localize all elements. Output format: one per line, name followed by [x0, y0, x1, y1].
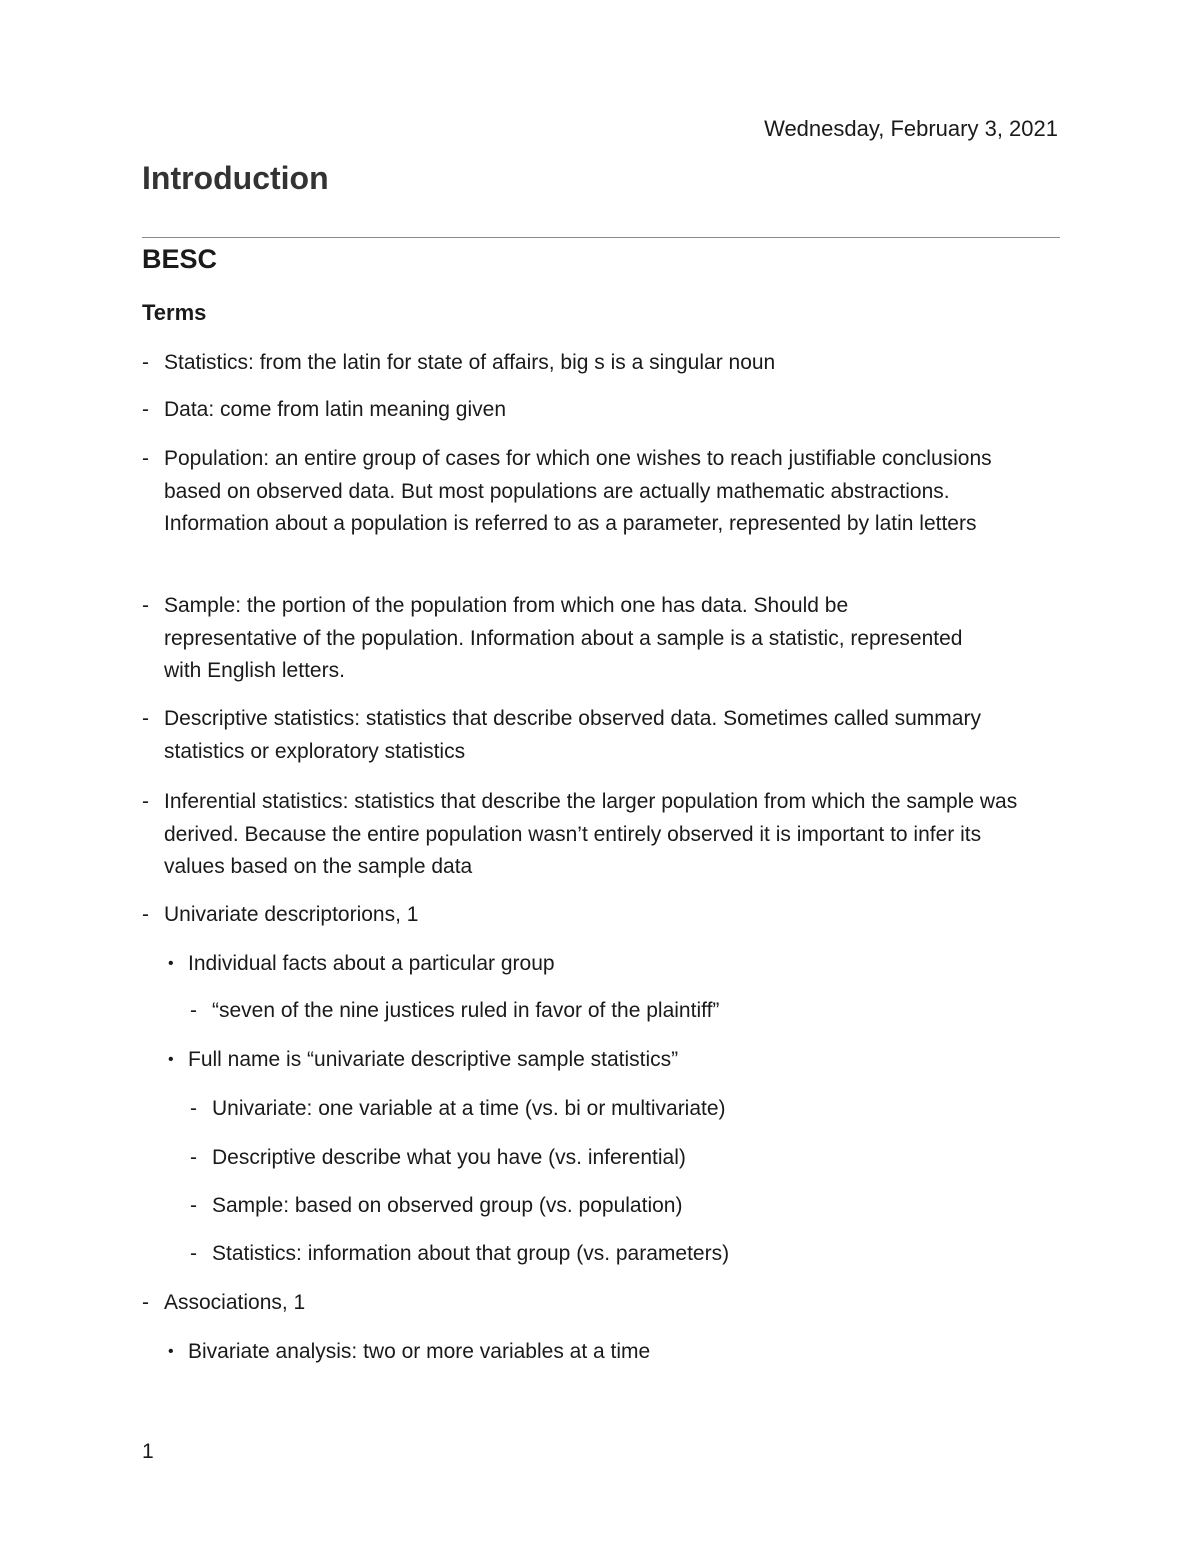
dash-marker: - [190, 999, 197, 1022]
list-item-sample [142, 590, 964, 688]
list-item-text: Univariate: one variable at a time (vs. bi or multivariate) [212, 1097, 726, 1120]
list-item-text: Associations, 1 [164, 1291, 306, 1314]
list-item-statistics-def [190, 1238, 1052, 1271]
list-item-text: Sample: the portion of the population from which one has data. Should be representative of the population. Information about a sample is a statistic, represented with English letters. [164, 594, 963, 682]
dash-marker: - [142, 447, 149, 470]
list-item-text: Data: come from latin meaning given [164, 398, 506, 421]
dash-marker: - [190, 1242, 197, 1265]
terms-subheading: Terms [142, 300, 207, 325]
dash-marker: - [142, 707, 149, 730]
page-number: 1 [142, 1440, 154, 1463]
list-item-text: Full name is “univariate descriptive sample statistics” [188, 1048, 679, 1071]
list-item-descriptive-statistics [142, 703, 1014, 768]
section-heading: BESC [142, 244, 218, 274]
dash-marker: - [190, 1146, 197, 1169]
list-item-text: Inferential statistics: statistics that describe the larger population from which the sample was derived. Because the entire population wasn’t entirely observed it is important to infer its values based on the sample data [164, 790, 1018, 878]
bullet-marker: • [168, 1343, 174, 1360]
list-item-bivariate [168, 1336, 1048, 1369]
list-item-univariate [142, 899, 1064, 932]
page-title: Introduction [142, 160, 329, 196]
dash-marker: - [142, 398, 149, 421]
list-item-text: Bivariate analysis: two or more variables at a time [188, 1340, 651, 1363]
list-item-text: Univariate descriptorions, 1 [164, 903, 419, 926]
dash-marker: - [142, 903, 149, 926]
list-item-descriptive-def [190, 1142, 1052, 1175]
list-item-text: Descriptive statistics: statistics that describe observed data. Sometimes called summary statistics or exploratory statistics [164, 707, 981, 763]
list-item-statistics [142, 347, 1064, 380]
list-item-inferential-statistics [142, 786, 1024, 884]
list-item-univariate-def [190, 1093, 1052, 1126]
list-item-full-name [168, 1044, 1048, 1077]
dash-marker: - [142, 1291, 149, 1314]
bullet-marker: • [168, 1051, 174, 1068]
list-item-text: Sample: based on observed group (vs. population) [212, 1194, 683, 1217]
list-item-data [142, 394, 1064, 427]
dash-marker: - [142, 594, 149, 617]
title-divider [142, 237, 1060, 238]
list-item-text: Individual facts about a particular group [188, 952, 555, 975]
document-date: Wednesday, February 3, 2021 [764, 116, 1058, 141]
bullet-marker: • [168, 955, 174, 972]
list-item-text: Statistics: information about that group (vs. parameters) [212, 1242, 730, 1265]
list-item-text: Population: an entire group of cases for which one wishes to reach justifiable conclusions based on observed data. But most populations are actually mathematic abstractions. Information about a population is referred to as a parameter, represented by latin letters [164, 447, 992, 535]
list-item-individual-facts [168, 948, 1048, 981]
list-item-text: Descriptive describe what you have (vs. inferential) [212, 1146, 686, 1169]
dash-marker: - [142, 351, 149, 374]
list-item-text: “seven of the nine justices ruled in favor of the plaintiff” [212, 999, 720, 1022]
dash-marker: - [142, 790, 149, 813]
list-item-justices-quote [190, 995, 1052, 1028]
list-item-population [142, 443, 1054, 541]
dash-marker: - [190, 1097, 197, 1120]
list-item-associations [142, 1287, 1064, 1320]
list-item-sample-def [190, 1190, 1052, 1223]
dash-marker: - [190, 1194, 197, 1217]
list-item-text: Statistics: from the latin for state of affairs, big s is a singular noun [164, 351, 776, 374]
